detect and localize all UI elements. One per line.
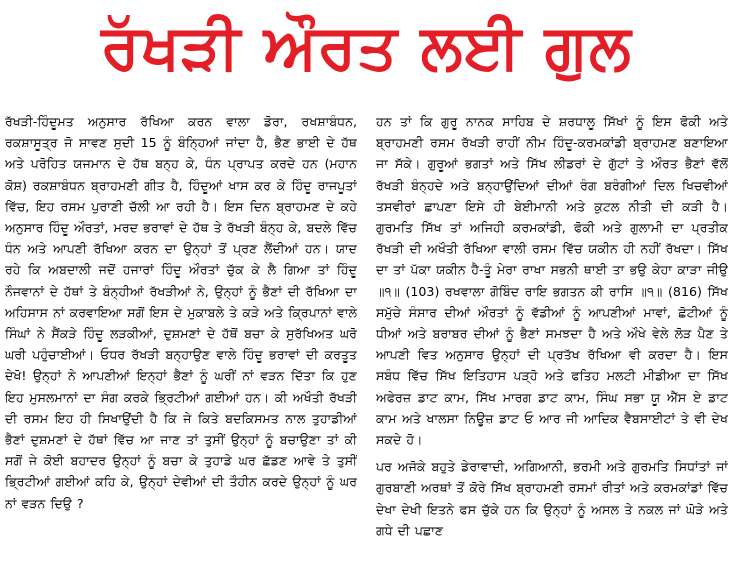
right-paragraph-1: ਹਨ ਤਾਂ ਕਿ ਗੁਰੂ ਨਾਨਕ ਸਾਹਿਬ ਦੇ ਸ਼ਰਧਾਲੂ ਸਿੱਖਾਂ ਨੂੰ ਇਸ ਫੋਕੀ ਅਤੇ ਬ੍ਰਾਹਮਣੀ ਰਸਮ ਰੱਖੜੀ ਰਾਹੀਂ ਨੀਮ ਹਿੰਦੂ-ਕਰਮਕਾਂਡੀ ਬ੍ਰਾਹਮਣ ਬਣਾਇਆ ਜਾ ਸੱਕੇ। ਗੁਰੂਆਂ ਭਗਤਾਂ ਅਤੇ ਸਿੱਖ ਲੀਡਰਾਂ ਦੇ ਗੁੱਟਾਂ ਤੇ ਔਰਤ ਭੈਣਾਂ ਵੱਲੋਂ ਰੱਖੜੀ ਬੰਨ੍ਹਦੇ ਅਤੇ ਬਨ੍ਹਾਉਂਦਿਆਂ ਦੀਆਂ ਰੰਗ ਬਰੰਗੀਆਂ ਦਿਲ ਖਿਚਵੀਆਂ ਤਸਵੀਰਾਂ ਛਾਪਣਾ ਇਸੇ ਹੀ ਬੇਈਮਾਨੀ ਅਤੇ ਕੁਟਲ ਨੀਤੀ ਦੀ ਕੜੀ ਹੈ। ਗੁਰਮਤਿ ਸਿੱਖ ਤਾਂ ਅਜਿਹੀ ਕਰਮਕਾਂਡੀ, ਫੋਕੀ ਅਤੇ ਗੁਲਾਮੀ ਦਾ ਪ੍ਰਤੀਕ ਰੱਖੜੀ ਦੀ ਅਖੌਤੀ ਰੱਖਿਆ ਵਾਲੀ ਰਸਮ ਵਿੱਚ ਯਕੀਨ ਹੀ ਨਹੀਂ ਰੱਖਦਾ। ਸਿੱਖ ਦਾ ਤਾਂ ਪੱਕਾ ਯਕੀਨ ਹੈ-ਤੂੰ ਮੇਰਾ ਰਾਖਾ ਸਭਨੀ ਥਾਈ ਤਾ ਭਉ ਕੇਹਾ ਕਾੜਾ ਜੀਉ ॥੧॥ (103) ਰਖਵਾਲਾ ਗੋਬਿੰਦ ਰਾਇ ਭਗਤਨ ਕੀ ਰਾਸਿ ॥੧॥ (816) ਸਿੱਖ ਸਮੁੱਚੇ ਸੰਸਾਰ ਦੀਆਂ ਔਰਤਾਂ ਨੂੰ ਵੱਡੀਆਂ ਨੂੰ ਆਪਣੀਆਂ ਮਾਵਾਂ, ਛੋਟੀਆਂ ਨੂੰ ਧੀਆਂ ਅਤੇ ਬਰਾਬਰ ਦੀਆਂ ਨੂੰ ਭੈਣਾਂ ਸਮਝਦਾ ਹੈ ਅਤੇ ਔਖੇ ਵੇਲੇ ਲੋੜ ਪੈਣ ਤੇ ਆਪਣੀ ਵਿਤ ਅਨੁਸਾਰ ਉਨ੍ਹਾਂ ਦੀ ਪ੍ਰਤੱਖ ਰੱਖਿਆ ਵੀ ਕਰਦਾ ਹੈ। ਇਸ ਸਬੰਧ ਵਿੱਚ ਸਿੱਖ ਇਤਿਹਾਸ ਪੜ੍ਹੋ ਅਤੇ ਫਤਿਹ ਮਲਟੀ ਮੀਡੀਆ ਦਾ ਸਿੱਖ ਅਫੇਰਜ਼ ਡਾਟ ਕਾਮ, ਸਿੱਖ ਮਾਰਗ ਡਾਟ ਕਾਮ, ਸਿੰਘ ਸਭਾ ਯੂ ਐੱਸ ਏ ਡਾਟ ਕਾਮ ਅਤੇ ਖਾਲਸਾ ਨਿਊਜ਼ ਡਾਟ ਓ ਆਰ ਜੀ ਆਦਿਕ ਵੈਬਸਾਈਟਾਂ ਤੇ ਵੀ ਦੇਖ ਸਕਦੇ ਹੋ।: [376, 114, 728, 448]
article-body: [5, 111, 728, 573]
right-column: [376, 111, 728, 573]
article-headline: ਰੱਖੜੀ ਔਰਤ ਲਈ ਗੁਲ: [101, 10, 632, 83]
right-paragraph-2: ਪਰ ਅਜੋਕੇ ਬਹੁਤੇ ਡੇਰਾਵਾਦੀ, ਅਗਿਆਨੀ, ਭਰਮੀ ਅਤੇ ਗੁਰਮਤਿ ਸਿਧਾਂਤਾਂ ਜਾਂ ਗੁਰਬਾਣੀ ਅਰਥਾਂ ਤੋਂ ਕੋਰੇ ਸਿੱਖ ਬ੍ਰਾਹਮਣੀ ਰਸਮਾਂ ਰੀਤਾਂ ਅਤੇ ਕਰਮਕਾਂਡਾਂ ਵਿੱਚ ਦੇਖਾ ਦੇਖੀ ਇਤਨੇ ਫਸ ਚੁੱਕੇ ਹਨ ਕਿ ਉਨ੍ਹਾਂ ਨੂੰ ਅਸਲ ਤੇ ਨਕਲ ਜਾਂ ਘੋੜੇ ਅਤੇ ਗਧੇ ਦੀ ਪਛਾਣ: [376, 459, 728, 538]
left-column: [5, 111, 357, 573]
left-paragraph-1: ਰੱਖੜੀ-ਹਿੰਦੂਮਤ ਅਨੁਸਾਰ ਰੱਖਿਆ ਕਰਨ ਵਾਲਾ ਡੋਰਾ, ਰਖਸ਼ਾਬੰਧਨ, ਰਕਸ਼ਾਸੂਤ੍ਰ ਜੋ ਸਾਵਣ ਸੁਦੀ 15 ਨੂੰ ਬੰਨ੍ਹਿਆਂ ਜਾਂਦਾ ਹੈ, ਭੈਣ ਭਾਈ ਦੇ ਹੱਥ ਅਤੇ ਪਰੋਹਿਤ ਯਜਮਾਨ ਦੇ ਹੱਥ ਬਨ੍ਹ ਕੇ, ਧੰਨ ਪ੍ਰਾਪਤ ਕਰਦੇ ਹਨ (ਮਹਾਨ ਕੋਸ਼) ਰਕਸ਼ਾਬੰਧਨ ਬ੍ਰਾਹਮਣੀ ਗੀਤ ਹੈ, ਹਿੰਦੂਆਂ ਖਾਸ ਕਰ ਕੇ ਹਿੰਦੂ ਰਾਜਪੂਤਾਂ ਵਿੱਚ, ਇਹ ਰਸਮ ਪੁਰਾਣੀ ਚੱਲੀ ਆ ਰਹੀ ਹੈ। ਇਸ ਦਿਨ ਬ੍ਰਾਹਮਣ ਦੇ ਕਹੇ ਅਨੁਸਾਰ ਹਿੰਦੂ ਔਰਤਾਂ, ਮਰਦ ਭਰਾਵਾਂ ਦੇ ਹੱਥ ਤੇ ਰੱਖੜੀ ਬੰਨ੍ਹ ਕੇ, ਬਦਲੇ ਵਿੱਚ ਧੰਨ ਅਤੇ ਆਪਣੀ ਰੱਖਿਆ ਕਰਨ ਦਾ ਉਨ੍ਹਾਂ ਤੋਂ ਪ੍ਰਣ ਲੈਂਦੀਆਂ ਹਨ। ਯਾਦ ਰਹੇ ਕਿ ਅਬਦਾਲੀ ਜਦੋਂ ਹਜਾਰਾਂ ਹਿੰਦੂ ਔਰਤਾਂ ਚੁੱਕ ਕੇ ਲੈ ਗਿਆ ਤਾਂ ਹਿੰਦੂ ਨੌਜਵਾਨਾਂ ਦੇ ਹੱਥਾਂ ਤੇ ਬੰਨ੍ਹੀਆਂ ਰੱਖੜੀਆਂ ਨੇ, ਉਨ੍ਹਾਂ ਨੂੰ ਭੈਣਾਂ ਦੀ ਰੱਖਿਆ ਦਾ ਅਹਿਸਾਸ ਨਾਂ ਕਰਵਾਇਆ ਸਗੋਂ ਇਸ ਦੇ ਮੁਕਾਬਲੇ ਤੇ ਕੜੇ ਅਤੇ ਕ੍ਰਿਪਾਨਾਂ ਵਾਲੇ ਸਿੰਘਾਂ ਨੇ ਸੈਂਕੜੇ ਹਿੰਦੂ ਲੜਕੀਆਂ, ਦੁਸ਼ਮਣਾਂ ਦੇ ਹੱਥੋਂ ਬਚਾ ਕੇ ਸੁਰੱਖਿਅਤ ਘਰੋ ਘਰੀ ਪਹੁੰਚਾਈਆਂ। ਓਧਰ ਰੱਖੜੀ ਬਨ੍ਹਾਉਣ ਵਾਲੇ ਹਿੰਦੂ ਭਰਾਵਾਂ ਦੀ ਕਰਤੂਤ ਦੇਖੋ! ਉਨ੍ਹਾਂ ਨੇ ਆਪਣੀਆਂ ਇਨ੍ਹਾਂ ਭੈਣਾਂ ਨੂੰ ਘਰੀਂ ਨਾਂ ਵੜਨ ਦਿੱਤਾ ਕਿ ਹੁਣ ਇਹ ਮੁਸਲਮਾਨਾਂ ਦਾ ਸੰਗ ਕਰਕੇ ਭ੍ਰਿਟੀਆਂ ਗਈਆਂ ਹਨ। ਕੀ ਅਖੌਤੀ ਰੱਖੜੀ ਦੀ ਰਸਮ ਇਹ ਹੀ ਸਿਖਾਉਂਦੀ ਹੈ ਕਿ ਜੇ ਕਿਤੇ ਬਦਕਿਸਮਤ ਨਾਲ ਤੁਹਾਡੀਆਂ ਭੈਣਾਂ ਦੁਸ਼ਮਣਾਂ ਦੇ ਹੱਥਾਂ ਵਿੱਚ ਆ ਜਾਣ ਤਾਂ ਤੁਸੀਂ ਉਨ੍ਹਾਂ ਨੂੰ ਬਚਾਉਣਾ ਤਾਂ ਕੀ ਸਗੋਂ ਜੇ ਕੋਈ ਬਹਾਦਰ ਉਨ੍ਹਾਂ ਨੂੰ ਬਚਾ ਕੇ ਤੁਹਾਡੇ ਘਰ ਛੱਡਣ ਆਵੇ ਤੇ ਤੁਸੀਂ ਭ੍ਰਿਟੀਆਂ ਗਈਆਂ ਕਹਿ ਕੇ, ਉਨ੍ਹਾਂ ਦੇਵੀਆਂ ਦੀ ਤੌਹੀਨ ਕਰਦੇ ਉਨ੍ਹਾਂ ਨੂੰ ਘਰ ਨਾਂ ਵੜਨ ਦਿਉ ?: [5, 114, 357, 511]
